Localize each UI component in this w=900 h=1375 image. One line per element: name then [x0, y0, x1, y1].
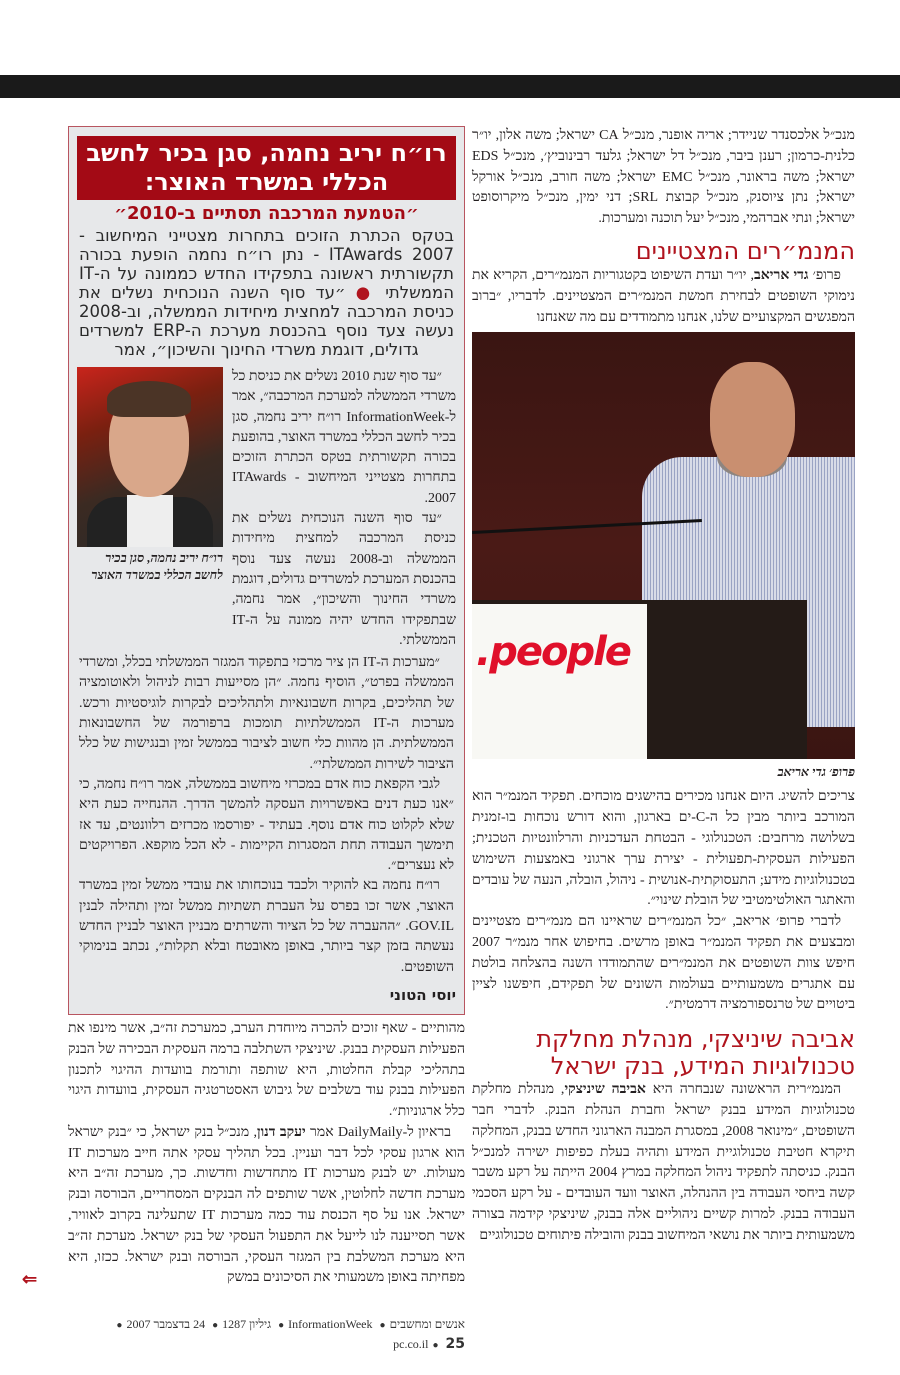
box-column-text: [232, 367, 456, 651]
separator: ●: [278, 1320, 285, 1332]
text: המנמ״רית הראשונה שנבחרה היא: [645, 1082, 841, 1098]
section-heading: אביבה שיניצקי, מנהלת מחלקת טכנולוגיות המידע, בנק ישראל: [536, 1025, 855, 1081]
top-bar: [0, 75, 900, 98]
paragraph: צריכים להשיג. היום אנחנו מכירים בהישגים מוכחים. תפקיד המנמ״ר הוא המורכב ביותר מבין כל ה-C-ים בארגון, והוא דורש נוכחות בו-זמנית בשלושה מרחבים: הטכנולוגי - הבטחת העדכניות והרלוונטיות הטכנית; הפעילות העסקית-תפעולית - יצירת ערך ארגוני באמצעות השימוש בטכנולוגיות מידע; התעסוקתית-אנושית - ניהול, הובלה, הנעה של עובדים והאתגר האולטימטיבי של הובלת שינוי״.: [472, 789, 855, 909]
bullet-icon: ●: [355, 283, 376, 302]
box-subheading: ״הטמעת המרכבה תסתיים ב-2010״: [114, 203, 419, 224]
photo-figure: [77, 367, 223, 584]
right-column: [472, 126, 855, 1247]
paragraph: ״עד סוף השנה הנוכחית נשלים את כניסת המרכבה למחצית מיחידות הממשלה וב-2008 נעשה צעד נוסף בהכנסת המערכת למשרדים גדולים, דוגמת משרדי החינוך והשיכון״, אמר נחמה, שבתפקידו החדש יהיה ממונה על ה-IT הממשלתי.: [232, 511, 456, 648]
page-footer: [68, 1315, 465, 1355]
box-intro: [77, 226, 456, 359]
sidebar-box: [68, 126, 465, 1015]
author-byline: יוסי הטוני: [389, 985, 456, 1004]
footer-date: 24 בדצמבר 2007: [126, 1317, 206, 1332]
photo-caption: פרופ׳ גדי אריאב: [777, 765, 855, 780]
intro-text: בטקס הכתרת הזוכים בתחרות מצטייני המיחשוב - ITAwards 2007 - נתן רו״ח נחמה הופעת בכורה תקשורתית ראשונה בתפקידו החדש כממונה על ה-IT הממשלתי: [79, 226, 454, 302]
footer-publication: InformationWeek: [288, 1317, 373, 1332]
box-header: רו״ח יריב נחמה, סגן בכיר לחשב הכללי במשרד האוצר:: [77, 136, 456, 200]
left-column: [22, 126, 465, 1355]
photo-yariv-nachma: [77, 367, 223, 547]
sign-logo-text: people.: [476, 629, 630, 676]
separator: ●: [212, 1320, 219, 1332]
paragraph: לגבי הקפאת כוח אדם במכרזי מיחשוב בממשלה, אמר רו״ח נחמה, כי ״אנו כעת דנים באפשרויות העסקה להמשך הדרך. ההנחייה כעת היא שלא לקלוט כוח אדם נוסף. בעתיד - יפורסמו מכרזים רלוונטים, עד אז תימשך העבודה תחת המסגרות הקיימות - לא הכל מוקפא. הפרויקטים לא נעצרים״.: [79, 776, 454, 874]
section-heading: המנמ״רים המצטיינים: [635, 236, 855, 265]
separator: ●: [432, 1340, 439, 1352]
footer-website: pc.co.il: [393, 1337, 429, 1352]
person-name: יעקב דנון: [257, 1124, 306, 1140]
text: בראיון ל-DailyMaily אמר: [305, 1124, 451, 1140]
paragraph: מהותיים - שאף זוכים להכרה מיוחדת הערב, כמערכת זה״ב, אשר מינפו את הפעילות העסקית בבנק. שיניצקי השתלבה ברמה העסקית הבכירה של הבנק בתהליכי קבלת החלטות, היא שותפה ותורמת בוועדות ההיגוי לתכנון הפעילות בבנק עוד בשלבים של גיבוש האסטרטגיה העסקית, בוועדות היגוי כלל ארגוניות״.: [68, 1020, 465, 1120]
intro-quote: ״עד סוף השנה הנוכחית נשלים את כניסת המרכבה למחצית מיחידות הממשלה, וב-2008 נעשה צעד נוסף בהכנסת מערכת ה-ERP למשרדים גדולים, דוגמת משרדי החינוך והשיכון״, אמר: [79, 283, 454, 359]
separator: ●: [379, 1320, 386, 1332]
separator: ●: [116, 1320, 123, 1332]
text: , יו״ר ועדת השיפוט בקטגוריות המנמ״רים, הקריא את נימוקי השופטים לבחירת חמשת המנמ״רים המצטיינים. לדבריו, ״ברוב המפגשים המקצועיים שלנו, אנחנו מתמודדים עם מה שאנחנו: [472, 267, 855, 325]
box-full-text: [77, 653, 456, 978]
photo-gadi-ariav: [472, 332, 855, 759]
paragraph: לדברי פרופ׳ אריאב, ״כל המנמ״רים שראיינו הם מנמ״רים מצטיינים ומבצעים את תפקיד המנמ״ר באופן מרשים. בחיפוש אחר מנמ״ר 2007 חיפש צוות השופטים את המנמ״רים שהתמודדו השנה בהצלחה בולטת עם אתגרים משמעותיים בעולמות השונים של תפקידם, חיפשנו לציין ביטויים של טרנספורמציה דרמטית״.: [472, 914, 855, 1013]
photo-caption: רו״ח יריב נחמה, סגן בכיר לחשב הכללי במשרד האוצר: [91, 551, 223, 582]
paragraph: [472, 266, 855, 328]
text: , מנכ״ל בנק ישראל, כי ״בנק ישראל הוא ארגון עסקי לכל דבר ועניין. בכל תהליך עסקי אתה חייב מערכות IT מעולות. יש לבנק מערכות IT מתחדשות וחדשות. כך, מערכת זה״ב היא מערכת חדשה לחלוטין, אשר שותפים לה הבנקים המסחריים, הבורסה ובנק ישראל. אנו על סף הכנסת עוד כמה מערכות IT שתעלינה בקרוב לאוויר, אשר תסייענה לנו לייעל את התפעול העסקי של בנק ישראל. מערכת זה״ב היא מערכת המשלבת בין המגזר העסקי, הבורסה ובנק ישראל. ככזו, היא מפחיתה באופן משמעותי את הסיכונים במשק: [68, 1124, 465, 1286]
page-number: 25: [445, 1336, 465, 1353]
paragraph: מנכ״ל אלכסנדר שניידר; אריה אופנר, מנכ״ל CA ישראל; משה אלון, יו״ר כלנית-כרמון; רענן ביבר, מנכ״ל דל ישראל; גלעד רבינוביץ׳, מנכ״ל EDS ישראל; משה בראונר, מנכ״ל EMC ישראל; משה חורב, מנכ״ל אורקל ישראל; נתן ציוסנק, מנכ״ל קבוצת SRL; דני ימין, מנכ״ל מיקרוסופט ישראל; ונתי אברהמי, מנכ״ל יעל תוכנה ומערכות.: [472, 128, 856, 227]
text: , מנהלת מחלקת טכנולוגיות המידע בבנק ישראל וחברת הנהלת הבנק. לדברי חבר השופטים, ״מינואר 2008, במסגרת המבנה הארגוני החדש בבנק, המחלקה תיקרא חטיבת טכנולוגיית המידע ותהיה בעלת כפיפות ישירה למנכ״ל הבנק. כניסתה לתפקיד ניהול המחלקה במרץ 2004 הייתה על רקע משבר קשה ביחסי העבודה בין ההנהלה, האוצר וועד העובדים - על רקע הסכמי העבודה בבנק. למרות קשיים ניהוליים אלה בבנק, שיניצקי קידמה בצורה משמעותית ביותר את נושאי המיחשוב בבנק והובילה פיתוחים טכנולוגיים: [472, 1082, 856, 1243]
footer-issue: גיליון 1287: [222, 1317, 272, 1332]
box-photo-row: [77, 367, 456, 651]
person-name: אביבה שיניצקי: [564, 1082, 646, 1098]
paragraph: ״מערכות ה-IT הן ציר מרכזי בתפקוד המגזר הממשלתי בכלל, ומשרדי הממשלה בפרט״, הוסיף נחמה. ״הן מסייעות רבות לניהול ולאוטומציה של תהליכים, בקרות חשבונאיות ולתהליכים לבקרות לוגיסטיות ורכש. מערכות ה-IT הממשלתיות תומכות ברפורמה של החשבונאות הממשלתית. הן מהוות כלי חשוב לציבור בממשל זמין ובנגישות של כלל הציבור לשירות הממשלתי״.: [79, 655, 454, 772]
person-name: גדי אריאב: [754, 267, 809, 283]
paragraph: [472, 1080, 855, 1246]
paragraph: ״עד סוף שנת 2010 נשלים את כניסת כל משרדי הממשלה למערכת המרכבה״, אמר ל-InformationWeek רו״ח יריב נחמה, סגן בכיר לחשב הכללי במשרד האוצר, בהופעת בכורה תקשורתית בטקס הכתרת הזוכים בתחרות מצטייני המיחשוב - ITAwards 2007.: [232, 369, 456, 506]
paragraph: [22, 1123, 465, 1290]
paragraph: רו״ח נחמה בא להוקיר ולכבד בנוכחותו את עובדי ממשל זמין במשרד האוצר, אשר זכו בפרס על העברת תשתיות ממשל זמין ותהילה לבנין GOV.IL. ״ההעברה של כל הציוד והשרתים מבניין האוצר לבניין החדש נעשתה בזמן קצר ביותר, באופן מאובטח ובלא תקלות״, נכתב בנימוקי השופטים.: [79, 878, 454, 975]
left-column-text: [22, 1019, 465, 1290]
people-sign: [472, 604, 647, 759]
footer-magazine: אנשים ומחשבים: [389, 1317, 465, 1332]
text: פרופ׳: [808, 267, 841, 283]
double-arrow-left-icon: ⇐: [22, 1269, 38, 1290]
